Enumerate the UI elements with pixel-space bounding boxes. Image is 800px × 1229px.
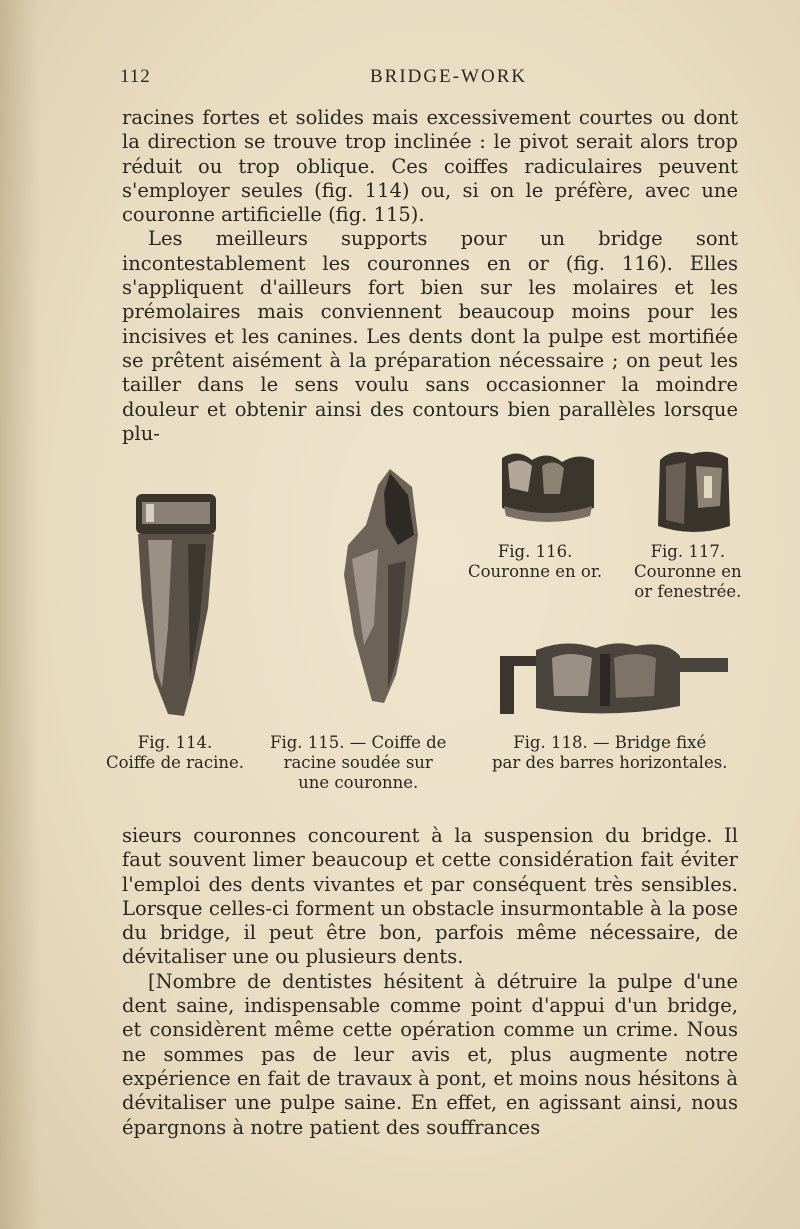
body-text-bottom: [122, 824, 738, 1140]
paragraph-4: [Nombre de dentistes hésitent à détruire la pulpe d'une dent saine, indispensable comme point d'appui d'un bridge, et considèrent même cette opération comme un crime. Nous ne sommes pas de leur avis et, plus augmente notre expérience en fait de travaux à pont, et moins nous hésitons à dévitaliser une pulpe saine. En effet, en agissant ainsi, nous épargnons à notre patient des souffrances: [122, 969, 738, 1139]
fig115-caption-text: racine soudée sur: [283, 753, 433, 772]
page-number: 112: [120, 66, 151, 87]
fig115-label: Fig. 115. — Coiffe de: [270, 733, 447, 752]
fig116-gold-crown-illustration: [498, 448, 598, 524]
fig114-root-cap-illustration: [128, 488, 224, 724]
fig117-caption-text-2: or fenestrée.: [634, 582, 742, 601]
fig118-label: Fig. 118. — Bridge fixé: [513, 733, 707, 752]
paragraph-1: racines fortes et solides mais excessivement courtes ou dont la direction se trouve trop inclinée : le pivot serait alors trop réduit ou trop oblique. Ces coiffes radiculaires peuvent s'employer seules (fig. 114) ou, si on le préfère, avec une couronne artificielle (fig. 115).: [122, 106, 738, 227]
fig117-caption-text: Couronne en: [634, 562, 742, 581]
fig117-fenestrated-crown-illustration: [652, 446, 736, 538]
fig116-caption-text: Couronne en or.: [468, 562, 603, 581]
fig116-label: Fig. 116.: [497, 542, 573, 561]
fig117-label: Fig. 117.: [650, 542, 726, 561]
fig114-label: Fig. 114.: [137, 733, 213, 752]
fig115-caption: [270, 733, 446, 793]
paragraph-2: Les meilleurs supports pour un bridge sont incontestablement les couronnes en or (fig. 116). Elles s'appliquent d'ailleurs fort bien sur les molaires et les prémolaires mais conviennent beaucoup moins pour les incisives et les canines. Les dents dont la pulpe est mortifiée se prêtent aisément à la préparation nécessaire ; on peut les tailler dans le sens voulu sans occasionner la moindre douleur et obtenir ainsi des contours bien parallèles lorsque plu-: [122, 227, 738, 445]
running-header: [120, 66, 740, 92]
paragraph-3: sieurs couronnes concourent à la suspension du bridge. Il faut souvent limer beaucoup et cette considération fait éviter l'emploi des dents vivantes et par conséquent très sensibles. Lorsque celles-ci forment un obstacle insurmontable à la pose du bridge, il peut être bon, parfois même nécessaire, de dévitaliser une ou plusieurs dents.: [122, 824, 738, 969]
fig114-caption-text: Coiffe de racine.: [106, 753, 245, 772]
fig118-caption: [492, 733, 727, 773]
page-edge-shadow: [0, 0, 40, 1229]
fig114-caption: [106, 733, 244, 773]
fig118-caption-text: par des barres horizontales.: [492, 753, 728, 772]
fig115-caption-text-2: une couronne.: [298, 773, 419, 792]
running-title: BRIDGE-WORK: [370, 66, 528, 87]
fig118-bridge-illustration: [496, 636, 730, 718]
fig116-caption: [468, 542, 602, 582]
body-text-top: [122, 106, 738, 446]
fig117-caption: [634, 542, 742, 602]
fig115-crown-root-cap-illustration: [338, 465, 424, 707]
